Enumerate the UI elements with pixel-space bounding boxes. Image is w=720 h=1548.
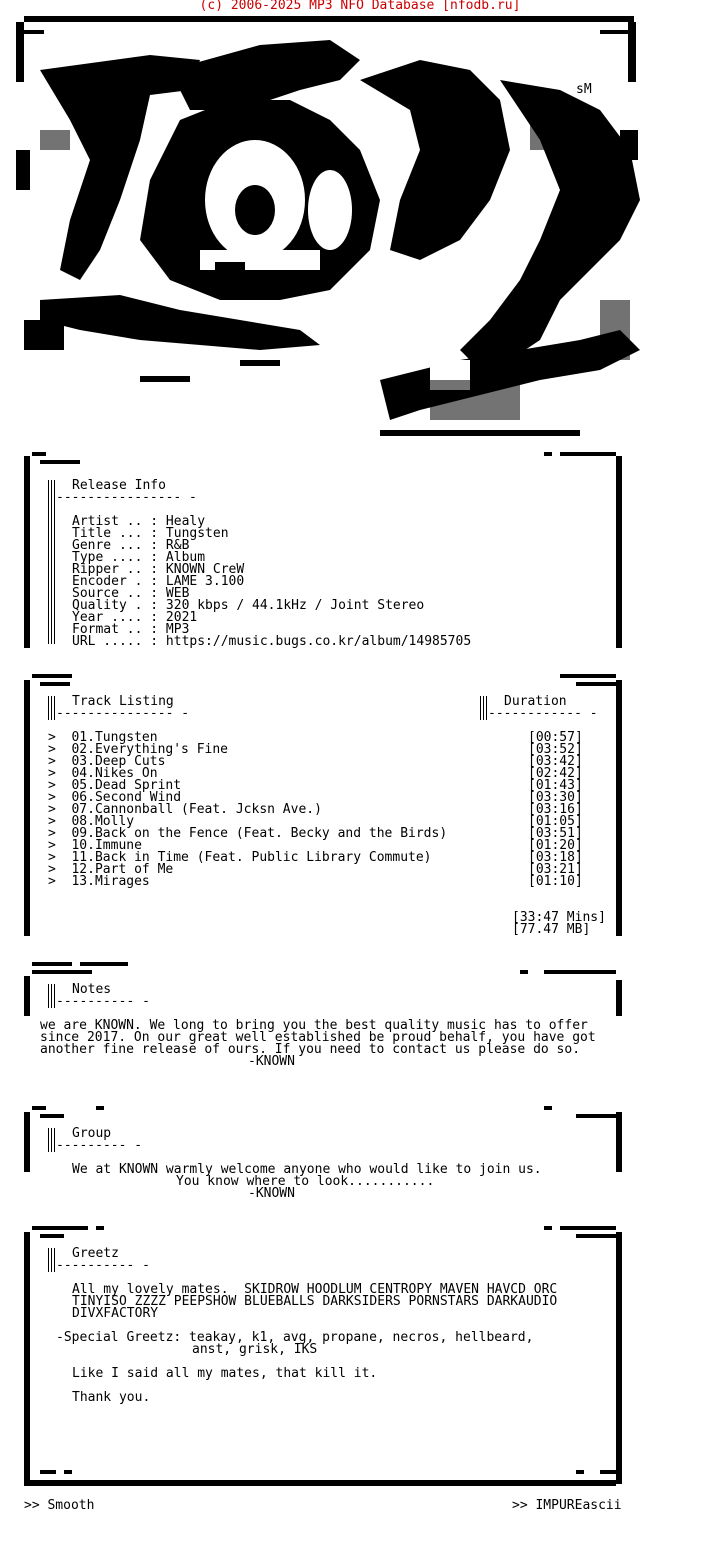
greetz-thanks: Thank you. bbox=[72, 1390, 151, 1405]
track-time: [03:16] bbox=[528, 802, 583, 817]
track-listing-title: Track Listing bbox=[72, 694, 174, 709]
bottom-border bbox=[24, 1480, 616, 1486]
release-field-genre: Genre ... : R&B bbox=[72, 538, 190, 553]
track-time: [03:52] bbox=[528, 742, 583, 757]
duration-title: Duration bbox=[504, 694, 567, 709]
greetz-line: Like I said all my mates, that kill it. bbox=[72, 1366, 378, 1381]
ascii-art-graphic bbox=[0, 0, 720, 450]
track-time: [02:42] bbox=[528, 766, 583, 781]
release-field-title: Title ... : Tungsten bbox=[72, 526, 229, 541]
track-time: [03:18] bbox=[528, 850, 583, 865]
track-time: [01:10] bbox=[528, 874, 583, 889]
track-listing-underline: --------------- - bbox=[56, 706, 190, 721]
track-row: > 03.Deep Cuts bbox=[48, 754, 166, 769]
box-corner bbox=[32, 452, 46, 456]
release-field-year: Year .... : 2021 bbox=[72, 610, 198, 625]
group-signature: -KNOWN bbox=[248, 1186, 295, 1201]
track-time: [03:21] bbox=[528, 862, 583, 877]
footer-credit-right: >> IMPUREascii bbox=[512, 1498, 622, 1513]
greetz-underline: ---------- - bbox=[56, 1258, 150, 1273]
track-row: > 06.Second Wind bbox=[48, 790, 182, 805]
notes-title: Notes bbox=[72, 982, 112, 997]
total-size: [77.47 MB] bbox=[512, 922, 591, 937]
track-row: > 01.Tungsten bbox=[48, 730, 158, 745]
group-line: We at KNOWN warmly welcome anyone who would like to join us. bbox=[72, 1162, 542, 1177]
notes-line: since 2017. On our great well established be proud behalf, you have got bbox=[40, 1030, 596, 1045]
track-time: [03:51] bbox=[528, 826, 583, 841]
track-time: [01:43] bbox=[528, 778, 583, 793]
notes-line: another fine release of ours. If you need to contact us please do so. bbox=[40, 1042, 581, 1057]
greetz-line: All my lovely mates. SKIDROW HOODLUM CENTROPY MAVEN HAVCD ORC bbox=[72, 1282, 558, 1297]
greetz-line: DIVXFACTORY bbox=[72, 1306, 159, 1321]
site-header: (c) 2006-2025 MP3 NFO Database [nfodb.ru] bbox=[199, 0, 521, 13]
art-signature: sM bbox=[576, 82, 592, 97]
track-time: [01:20] bbox=[528, 838, 583, 853]
duration-underline: ------------ - bbox=[488, 706, 598, 721]
release-info-underline: ---------------- - bbox=[56, 490, 197, 505]
track-row: > 05.Dead Sprint bbox=[48, 778, 182, 793]
track-row: > 07.Cannonball (Feat. Jcksn Ave.) bbox=[48, 802, 322, 817]
total-time: [33:47 Mins] bbox=[512, 910, 606, 925]
release-field-quality: Quality . : 320 kbps / 44.1kHz / Joint Stereo bbox=[72, 598, 425, 613]
group-title: Group bbox=[72, 1126, 112, 1141]
track-row: > 08.Molly bbox=[48, 814, 135, 829]
group-underline: --------- - bbox=[56, 1138, 143, 1153]
release-field-encoder: Encoder . : LAME 3.100 bbox=[72, 574, 245, 589]
release-field-url: URL ..... : https://music.bugs.co.kr/album/14985705 bbox=[72, 634, 472, 649]
track-row: > 13.Mirages bbox=[48, 874, 150, 889]
release-field-ripper: Ripper .. : KNOWN CreW bbox=[72, 562, 245, 577]
track-time: [00:57] bbox=[528, 730, 583, 745]
greetz-title: Greetz bbox=[72, 1246, 119, 1261]
footer-credit-left: >> Smooth bbox=[24, 1498, 95, 1513]
release-field-artist: Artist .. : Healy bbox=[72, 514, 206, 529]
release-field-type: Type .... : Album bbox=[72, 550, 206, 565]
track-time: [03:30] bbox=[528, 790, 583, 805]
release-field-format: Format .. : MP3 bbox=[72, 622, 190, 637]
track-row: > 09.Back on the Fence (Feat. Becky and the Birds) bbox=[48, 826, 448, 841]
notes-signature: -KNOWN bbox=[248, 1054, 295, 1069]
track-time: [01:05] bbox=[528, 814, 583, 829]
release-info-title: Release Info bbox=[72, 478, 166, 493]
notes-line: we are KNOWN. We long to bring you the best quality music has to offer bbox=[40, 1018, 588, 1033]
track-row: > 02.Everything's Fine bbox=[48, 742, 229, 757]
special-greetz-line: -Special Greetz: teakay, k1, avg, propane, necros, hellbeard, bbox=[56, 1330, 534, 1345]
notes-underline: ---------- - bbox=[56, 994, 150, 1009]
greetz-line: TINYISO ZZZZ PEEPSHOW BLUEBALLS DARKSIDERS PORNSTARS DARKAUDIO bbox=[72, 1294, 558, 1309]
track-time: [03:42] bbox=[528, 754, 583, 769]
track-row: > 12.Part of Me bbox=[48, 862, 174, 877]
track-row: > 11.Back in Time (Feat. Public Library Commute) bbox=[48, 850, 432, 865]
special-greetz-line: anst, grisk, IKS bbox=[192, 1342, 318, 1357]
group-line: You know where to look........... bbox=[176, 1174, 435, 1189]
track-row: > 04.Nikes On bbox=[48, 766, 158, 781]
release-field-source: Source .. : WEB bbox=[72, 586, 190, 601]
track-row: > 10.Immune bbox=[48, 838, 142, 853]
